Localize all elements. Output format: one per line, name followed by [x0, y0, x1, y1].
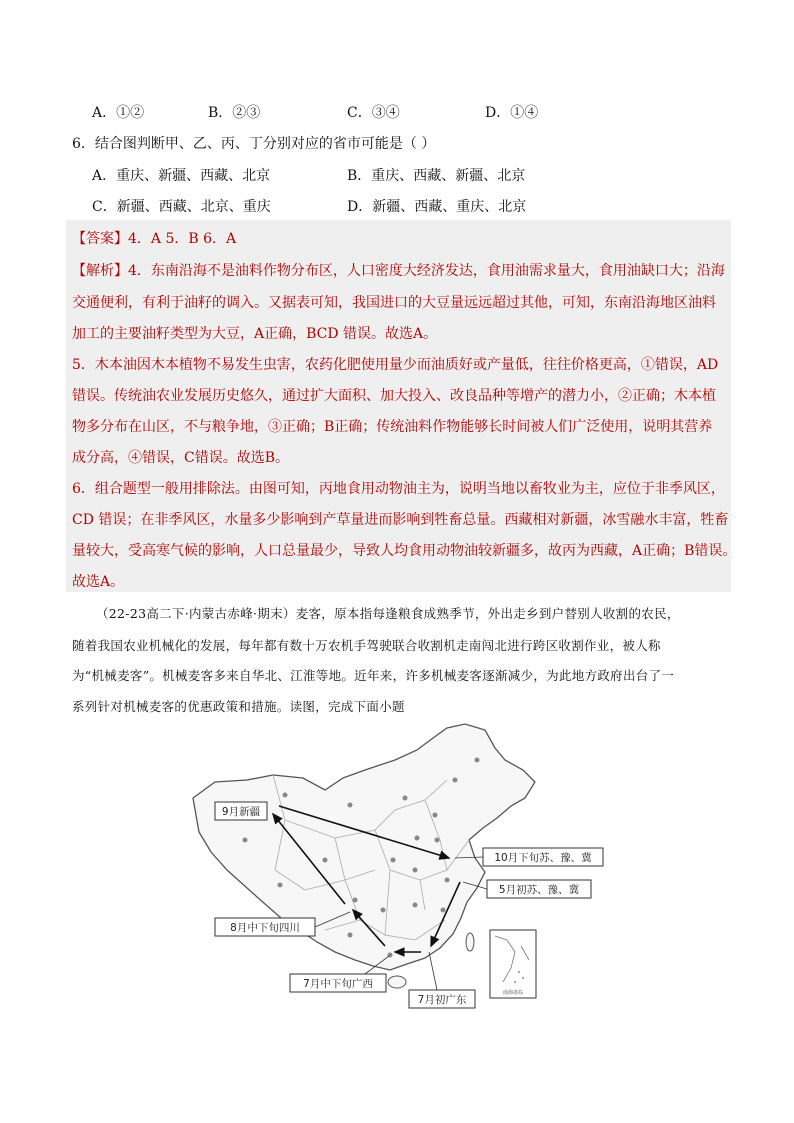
- analysis-line-3: 加工的主要油籽类型为大豆，A正确，BCD 错误。故选A。: [72, 326, 438, 342]
- analysis-line-7: 成分高，④错误，C错误。故选B。: [72, 450, 289, 466]
- taiwan-island: [466, 933, 474, 951]
- label-may: 5月初苏、豫、冀: [498, 884, 580, 896]
- q6-option-b: B．重庆、西藏、新疆、北京: [347, 168, 526, 184]
- answer-text: 4．A 5．B 6．A: [128, 231, 237, 247]
- analysis-line-2: 交通便利，有利于油籽的调入。又据表可知，我国进口的大豆量远远超过其他，可知，东南沿海地区油料: [72, 295, 716, 311]
- q6-option-d: D．新疆、西藏、重庆、北京: [347, 199, 527, 215]
- analysis-line-5: 错误。传统油农业发展历史悠久，通过扩大面积、加大投入、改良品种等增产的潜力小，②正确；木本植: [72, 388, 716, 404]
- q6-option-c: C．新疆、西藏、北京、重庆: [92, 199, 271, 215]
- label-guangdong: 7月初广东: [417, 994, 467, 1006]
- answer-line: [72, 228, 236, 248]
- intro-line-1: （22-23高二下·内蒙古赤峰·期末）麦客，原本指每逢粮食成熟季节，外出走乡到户替别人收割的农民，: [96, 606, 680, 621]
- analysis-line-11: 故选A。: [72, 574, 125, 590]
- south-sea-inset: [490, 930, 536, 998]
- analysis-line-4: 5．木本油因木本植物不易发生虫害，农药化肥使用量少而油质好或产量低，往往价格更高，①错误，AD: [72, 357, 719, 373]
- q5-option-d: D．①④: [485, 105, 539, 121]
- hainan-island: [388, 976, 406, 988]
- q5-option-b: B．②③: [208, 105, 261, 121]
- analysis-line-1: [72, 260, 725, 280]
- analysis-line-8: 6．组合题型一般用排除法。由图可知，丙地食用动物油主为，说明当地以畜牧业为主，应位于非季风区，: [72, 481, 725, 497]
- label-sichuan: 8月中下旬四川: [230, 922, 300, 934]
- label-xinjiang: 9月新疆: [221, 806, 261, 818]
- q5-option-c: C．③④: [347, 105, 400, 121]
- label-guangxi: 7月中下旬广西: [303, 978, 373, 990]
- intro-line-2: 随着我国农业机械化的发展，每年都有数十万农机手驾驶联合收割机走南闯北进行跨区收割作业，被人称: [72, 638, 661, 653]
- migration-map: [185, 720, 615, 1020]
- analysis-line-10: 量较大，受高寒气候的影响，人口总量最少，导致人均食用动物油较新疆多，故丙为西藏，A正确；B错误。: [72, 543, 737, 559]
- analysis-line-6: 物多分布在山区，不与粮争地，③正确；B正确；传统油料作物能够长时间被人们广泛使用，说明其营养: [72, 419, 713, 435]
- inset-caption: 南海诸岛: [502, 990, 524, 996]
- intro-line-4: 系列针对机械麦客的优惠政策和措施。读图，完成下面小题: [72, 699, 405, 714]
- q5-option-a: A．①②: [92, 105, 145, 121]
- analysis-line-9: CD 错误；在非季风区，水量多少影响到产草量进而影响到牲畜总量。西藏相对新疆，冰雪融水丰富，牲畜: [72, 512, 729, 528]
- analysis-tag: 【解析】: [72, 263, 128, 279]
- label-oct: 10月下旬苏、豫、冀: [494, 852, 592, 864]
- analysis-text: 4．东南沿海不是油料作物分布区，人口密度大经济发达，食用油需求量大，食用油缺口大；沿海: [128, 263, 725, 279]
- q6-option-a: A．重庆、新疆、西藏、北京: [92, 168, 271, 184]
- answer-tag: 【答案】: [72, 231, 128, 247]
- intro-line-3: 为“机械麦客”。机械麦客多来自华北、江淮等地。近年来，许多机械麦客逐渐减少，为此地方政府出台了一: [72, 668, 675, 683]
- q6-stem: 6．结合图判断甲、乙、丙、丁分别对应的省市可能是（ ）: [72, 136, 436, 152]
- china-map-svg: [185, 720, 615, 1020]
